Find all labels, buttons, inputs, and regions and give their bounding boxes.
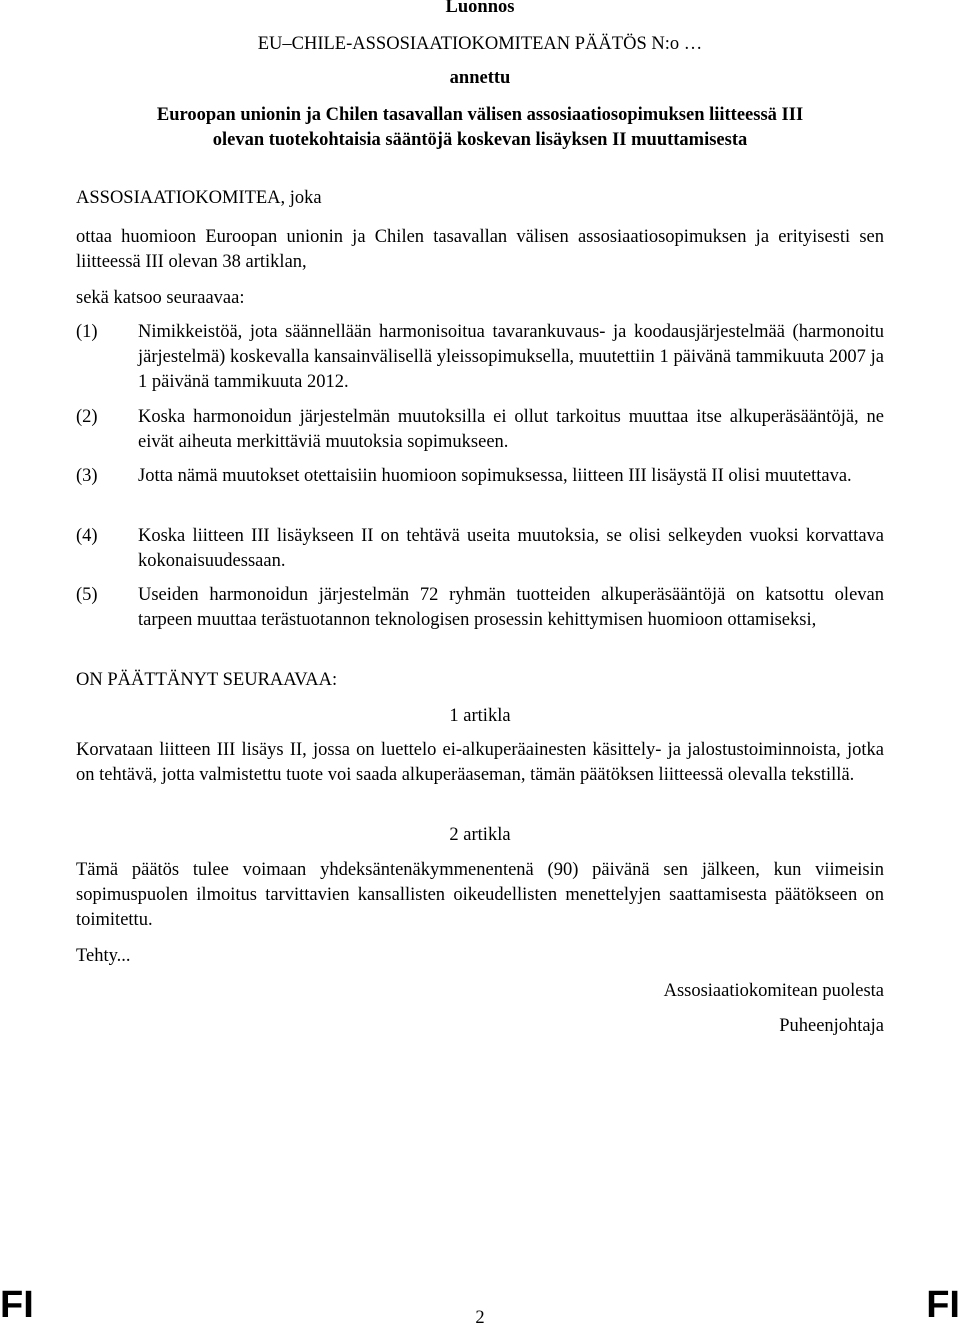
page-number: 2 [475,1308,485,1328]
recital-1 [76,320,884,395]
decision-title: EU–CHILE-ASSOSIAATIOKOMITEAN PÄÄTÖS N:o … [257,34,703,54]
draft-status: Luonnos [445,0,515,17]
recital-3 [76,464,884,489]
subject-line-2: olevan tuotekohtaisia sääntöjä koskevan lisäyksen II muuttamisesta [212,130,748,150]
recital-4 [76,524,884,574]
considering-paragraph: ottaa huomioon Euroopan unionin ja Chilen tasavallan välisen assosiaatiosopimuksen ja erityisesti sen liitteessä III olevan 38 artiklan, [76,227,884,272]
recital-text: Useiden harmonoidun järjestelmän 72 ryhmän tuotteiden alkuperäsääntöjä on katsottu olevan tarpeen muuttaa terästuotannon teknologisen prosessin kehittymisen huomioon ottamiseksi, [138,585,884,630]
footer-language-right: FI [926,1284,960,1326]
recital-number: (2) [76,407,98,427]
article-2-title: 2 artikla [449,825,511,845]
recital-number: (4) [76,526,98,546]
recital-number: (3) [76,466,98,486]
signature-on-behalf: Assosiaatiokomitean puolesta [663,981,884,1001]
recital-text: Koska liitteen III lisäykseen II on tehtävä useita muutoksia, se olisi selkeyden vuoksi korvattava kokonaisuudessaan. [138,526,884,571]
recital-text: Jotta nämä muutokset otettaisiin huomioon sopimuksessa, liitteen III lisäystä II olisi muutettava. [138,466,852,486]
done-at-line: Tehty... [76,946,131,966]
signature-role: Puheenjohtaja [779,1016,884,1036]
committee-heading: ASSOSIAATIOKOMITEA, joka [76,188,322,208]
article-1-title: 1 artikla [449,706,511,726]
article-1-text: Korvataan liitteen III lisäys II, jossa on luettelo ei-alkuperäainesten käsittely- ja jalostustoiminnoista, jotka on tehtävä, jotta valmistettu tuote voi saada alkuperäaseman, tämän päätöksen liitteessä olevalla tekstillä. [76,740,884,785]
recital-2 [76,405,884,455]
recital-5 [76,583,884,633]
article-2-text: Tämä päätös tulee voimaan yhdeksäntenäkymmenentenä (90) päivänä sen jälkeen, kun viimeisin sopimuspuolen ilmoitus tarvittavien kansallisten oikeudellisten menettelyjen saattamisesta päätökseen on toimitettu. [76,860,884,930]
subject-line-1: Euroopan unionin ja Chilen tasavallan välisen assosiaatiosopimuksen liitteessä III [156,105,804,125]
decision-heading: ON PÄÄTTÄNYT SEURAAVAA: [76,670,338,690]
whereas-line: sekä katsoo seuraavaa: [76,288,245,308]
recital-number: (1) [76,322,98,342]
recital-text: Koska harmonoidun järjestelmän muutoksilla ei ollut tarkoitus muuttaa itse alkuperäsääntöjä, ne eivät aiheuta merkittäviä muutoksia sopimukseen. [138,407,884,452]
footer-language-left: FI [0,1284,34,1326]
recital-text: Nimikkeistöä, jota säännellään harmonisoitua tavarankuvaus- ja koodausjärjestelmää (harmonoitu järjestelmä) koskevalla kansainvälisellä yleissopimuksella, muutettiin 1 päivänä tammikuuta 2007 ja 1 päivänä tammikuuta 2012. [138,322,884,392]
given-label: annettu [449,68,511,88]
recital-number: (5) [76,585,98,605]
